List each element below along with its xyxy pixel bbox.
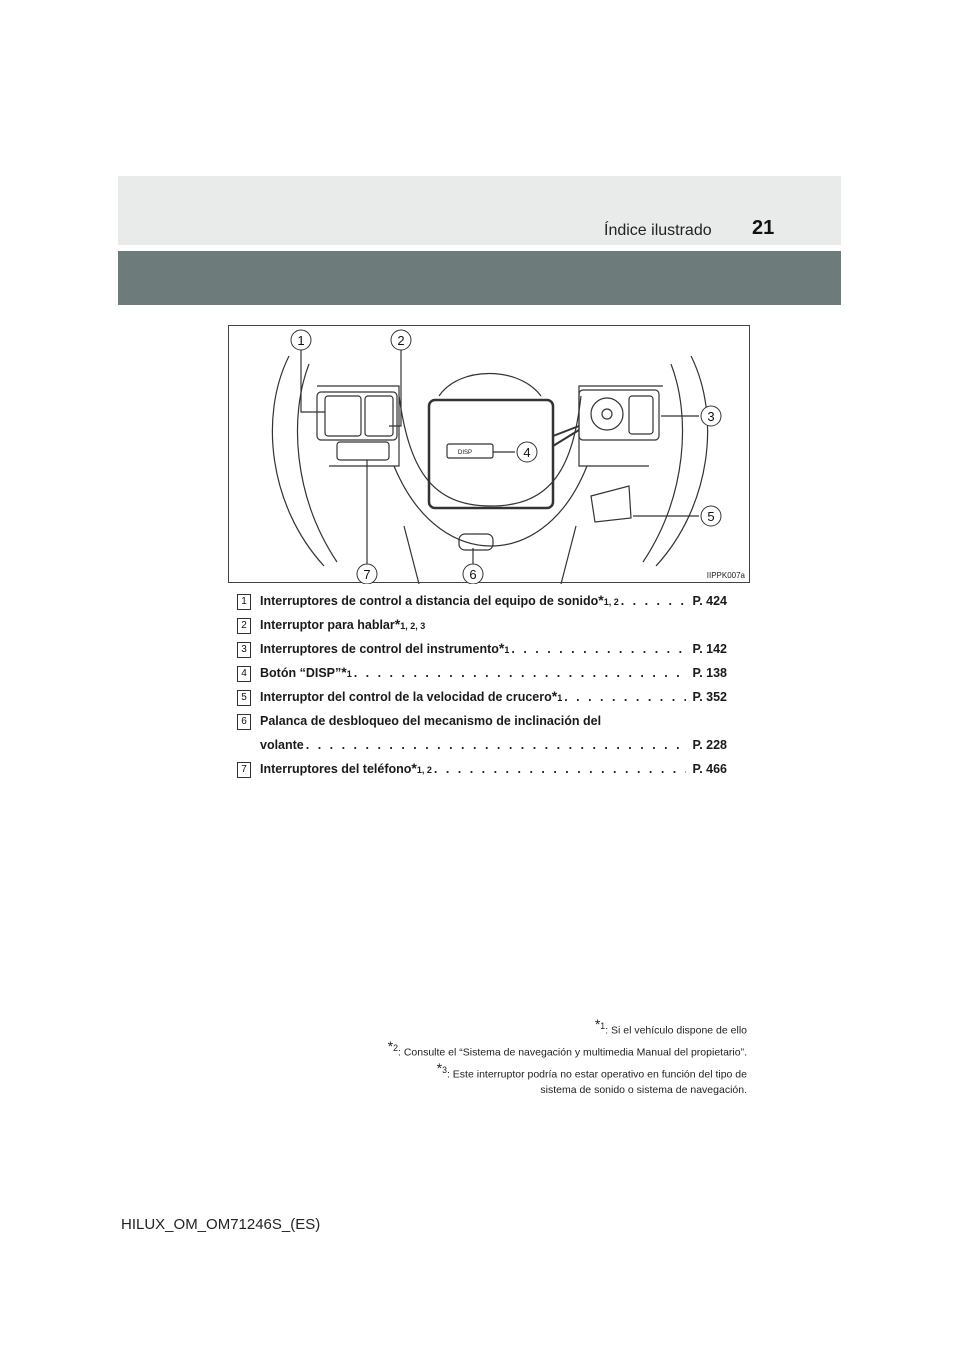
callout-7: 7 [363,567,371,582]
item-label: Botón “DISP” [260,666,342,680]
footnote-text-cont: sistema de sonido o sistema de navegación. [540,1083,747,1096]
footnote: *$^1$: Si el vehículo dispone de ello [594,1016,747,1037]
footnote: *$^3$: Este interruptor podría no estar operativo en función del tipo de sistema de sonido o sistema de navegación. [436,1060,747,1096]
steering-wheel-figure [228,325,750,583]
item-number: 3 [237,642,251,658]
page-number: 21 [752,217,775,239]
item-page: P. 142 [692,642,727,656]
section-title: Índice ilustrado [604,222,712,239]
item-page: P. 138 [692,666,727,680]
footnote-mark: 1 [600,1021,606,1031]
footnote-text: : Este interruptor podría no estar operativo en función del tipo de [446,1068,747,1081]
footnotes [187,1016,747,1101]
item-footnote-ref: 1 [557,693,563,703]
callout-1: 1 [297,333,305,348]
footnote-mark: 2 [393,1043,398,1054]
item-label-line1: Palanca de desbloqueo del mecanismo de inclinación del [260,714,602,728]
item-page: P. 466 [692,762,727,776]
item-footnote-ref: 1, 2 [603,597,619,607]
list-item: 2 Interruptor para hablar *1, 2, 3 [237,616,727,640]
section-band [118,251,841,305]
item-footnote-ref: 1 [504,645,510,655]
list-item [237,712,727,760]
footnote-text: : Si el vehículo dispone de ello [605,1024,747,1037]
item-label: Interruptor para hablar [260,618,395,632]
item-label: Interruptores de control del instrumento [260,642,499,656]
callout-3: 3 [707,409,715,424]
callout-4: 4 [523,445,531,460]
disp-button-label: DISP [458,450,473,456]
header-band [118,176,841,245]
component-list [237,592,727,784]
item-number: 6 [237,714,251,730]
item-page: P. 228 [692,738,727,752]
callout-2: 2 [397,333,405,348]
item-footnote-ref: 1, 2 [416,765,432,775]
document-code: HILUX_OM_OM71246S_(ES) [121,1216,321,1233]
callout-6: 6 [469,567,477,582]
list-item: 4 Botón “DISP” *1 . . . P. 138 [237,664,727,688]
item-footnote-ref: 1, 2, 3 [400,621,426,631]
list-item: 1 Interruptores de control a distancia del equipo de sonido *1, 2 . . . P. 424 [237,592,727,616]
item-page: P. 424 [692,594,727,608]
item-number: 4 [237,666,251,682]
list-item: 5 Interruptor del control de la velocidad de crucero *1 . . . P. 352 [237,688,727,712]
footnote-text: : Consulte el “Sistema de navegación y multimedia Manual del propietario”. [397,1046,747,1059]
item-label: Interruptores del teléfono [260,762,412,776]
item-label: Interruptores de control a distancia del equipo de sonido [260,594,599,608]
item-footnote-ref: 1 [346,669,352,679]
figure-code: IIPPK007a [706,571,745,580]
list-item: 7 Interruptores del teléfono *1, 2 . . . P. 466 [237,760,727,784]
item-label-line2: volante [260,738,304,752]
item-number: 1 [237,594,251,610]
item-number: 5 [237,690,251,706]
list-item: 3 Interruptores de control del instrumento *1 . . . P. 142 [237,640,727,664]
steering-wheel-illustration [229,326,751,584]
item-number: 2 [237,618,251,634]
item-number: 7 [237,762,251,778]
callout-5: 5 [707,509,715,524]
footnote-mark: 3 [442,1065,447,1076]
footnote: *$^2$: Consulte el “Sistema de navegación y multimedia Manual del propietario”. [387,1038,747,1059]
item-label: Interruptor del control de la velocidad de crucero [260,690,552,704]
item-page: P. 352 [692,690,727,704]
